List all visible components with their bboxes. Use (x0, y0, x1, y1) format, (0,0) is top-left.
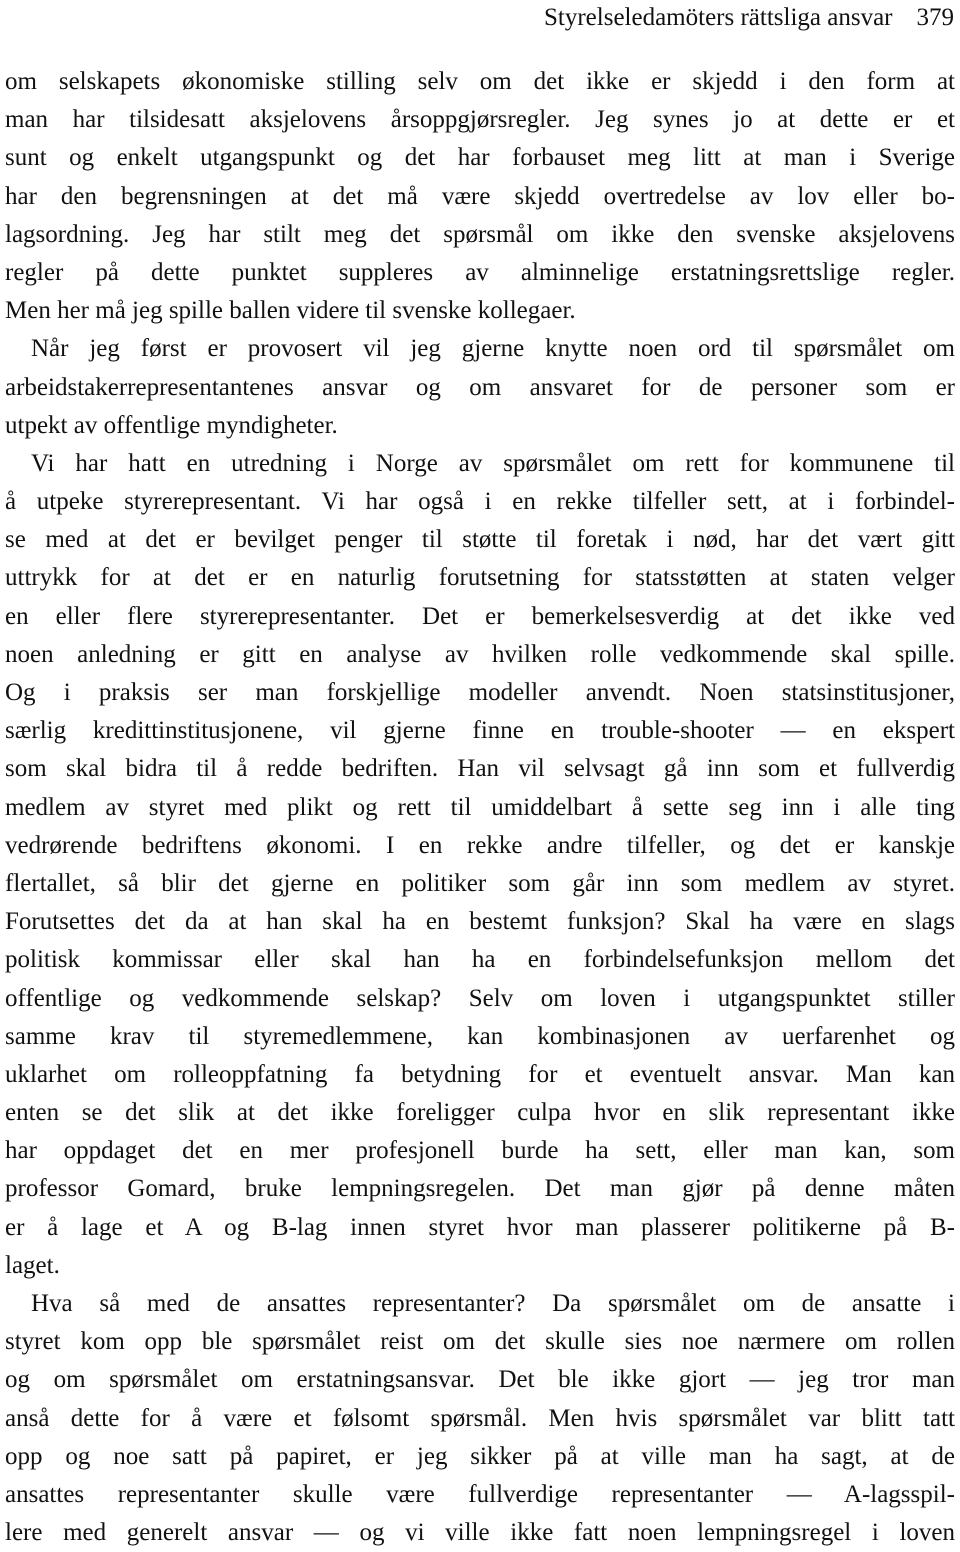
text-line: Vi har hatt en utredning i Norge av spørsmålet om rett for kommunene til (31, 449, 955, 477)
text-line: ansattes representanter skulle være fullverdige representanter — A-lagsspil- (5, 1480, 955, 1508)
paragraph-4 (5, 1285, 955, 1552)
text-line: noen anledning er gitt en analyse av hvilken rolle vedkommende skal spille. (5, 640, 955, 668)
text-line: uttrykk for at det er en naturlig forutsetning for statsstøtten at staten velger (5, 564, 955, 592)
text-line: Hva så med de ansattes representanter? Da spørsmålet om de ansatte i (31, 1290, 955, 1317)
text-line: anså dette for å være et følsomt spørsmål. Men hvis spørsmålet var blitt tatt (5, 1404, 955, 1432)
text-line: Men her må jeg spille ballen videre til svenske kollegaer. (5, 297, 576, 325)
text-line: opp og noe satt på papiret, er jeg sikker på at ville man ha sagt, at de (5, 1442, 955, 1470)
running-header (544, 2, 954, 34)
text-line: styret kom opp ble spørsmålet reist om det skulle sies noe nærmere om rollen (5, 1328, 955, 1356)
text-line: utpekt av offentlige myndigheter. (5, 411, 338, 439)
text-line: om selskapets økonomiske stilling selv om det ikke er skjedd i den form at (5, 68, 955, 95)
text-line: Forutsettes det da at han skal ha en bestemt funksjon? Skal ha være en slags (5, 908, 955, 936)
running-title: Styrelseledamöters rättsliga ansvar (544, 4, 893, 31)
text-line: laget. (5, 1251, 60, 1279)
text-line: er å lage et A og B-lag innen styret hvor man plasserer politikerne på B- (5, 1213, 955, 1241)
paragraph-3 (5, 445, 955, 1285)
text-line: se med at det er bevilget penger til støtte til foretak i nød, har det vært gitt (5, 526, 955, 554)
text-line: uklarhet om rolleoppfatning fa betydning for et eventuelt ansvar. Man kan (5, 1060, 955, 1088)
text-line: Og i praksis ser man forskjellige modeller anvendt. Noen statsinstitusjoner, (5, 679, 955, 706)
text-line: en eller flere styrerepresentanter. Det er bemerkelsesverdig at det ikke ved (5, 602, 955, 630)
text-line: flertallet, så blir det gjerne en politiker som går inn som medlem av styret. (5, 869, 955, 897)
text-line: og om spørsmålet om erstatningsansvar. Det ble ikke gjort — jeg tror man (5, 1366, 955, 1394)
text-line: professor Gomard, bruke lempningsregelen. Det man gjør på denne måten (5, 1175, 955, 1203)
text-line: regler på dette punktet suppleres av alminnelige erstatningsrettslige regler. (5, 258, 955, 286)
text-line: særlig kredittinstitusjonene, vil gjerne finne en trouble-shooter — en ekspert (5, 717, 955, 745)
text-line: man har tilsidesatt aksjelovens årsoppgjørsregler. Jeg synes jo at dette er et (5, 106, 955, 134)
text-line: politisk kommissar eller skal han ha en forbindelsefunksjon mellom det (5, 946, 955, 974)
text-line: som skal bidra til å redde bedriften. Han vil selvsagt gå inn som et fullverdig (5, 755, 955, 783)
text-line: å utpeke styrerepresentant. Vi har også i en rekke tilfeller sett, at i forbindel- (5, 488, 955, 516)
text-line: har den begrensningen at det må være skjedd overtredelse av lov eller bo- (5, 182, 955, 210)
paragraph-2 (5, 330, 955, 445)
text-line: medlem av styret med plikt og rett til umiddelbart å sette seg inn i alle ting (5, 793, 955, 821)
page-number: 379 (916, 4, 954, 31)
text-line: Når jeg først er provosert vil jeg gjerne knytte noen ord til spørsmålet om (31, 335, 955, 363)
text-line: offentlige og vedkommende selskap? Selv om loven i utgangspunktet stiller (5, 984, 955, 1012)
paragraph-1 (5, 63, 955, 330)
body-text (5, 63, 955, 1552)
text-line: lere med generelt ansvar — og vi ville ikke fatt noen lempningsregel i loven (5, 1519, 955, 1547)
text-line: arbeidstakerrepresentantenes ansvar og om ansvaret for de personer som er (5, 373, 955, 401)
text-line: sunt og enkelt utgangspunkt og det har forbauset meg litt at man i Sverige (5, 144, 955, 172)
text-line: vedrørende bedriftens økonomi. I en rekke andre tilfeller, og det er kanskje (5, 831, 955, 859)
text-line: samme krav til styremedlemmene, kan kombinasjonen av uerfarenhet og (5, 1022, 955, 1050)
text-line: enten se det slik at det ikke foreligger culpa hvor en slik representant ikke (5, 1099, 955, 1127)
text-line: har oppdaget det en mer profesjonell burde ha sett, eller man kan, som (5, 1137, 955, 1165)
text-line: lagsordning. Jeg har stilt meg det spørsmål om ikke den svenske aksjelovens (5, 220, 955, 248)
